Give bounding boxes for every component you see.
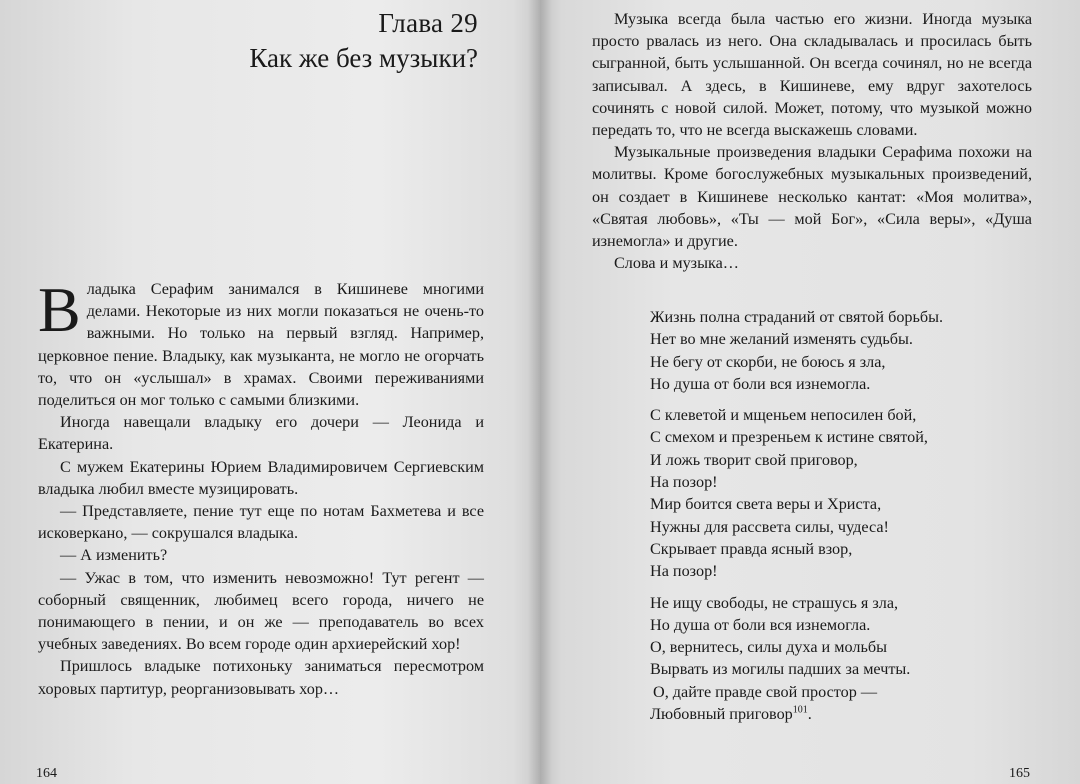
poem-line: С смехом и презреньем к истине святой, [650, 428, 928, 447]
poem-line: Но душа от боли вся изнемогла. [650, 374, 871, 393]
poem-line: И ложь творит свой приговор, [650, 450, 858, 469]
poem [650, 306, 1030, 734]
poem-line: Нужны для рассвета силы, чудеса! [650, 517, 889, 536]
page-number-left: 164 [36, 766, 57, 781]
paragraph: — Ужас в том, что изменить невозможно! Тут регент — соборный священник, любимец всего города, ничего не понимающего в пении, и он же — преподаватель во всех учебных заведениях. Во всем городе один архиерейский хор! [38, 568, 484, 654]
chapter-title: Как же без музыки? [249, 43, 478, 73]
poem-stanza [650, 404, 1030, 582]
poem-line: Но душа от боли вся изнемогла. [650, 615, 871, 634]
paragraph: Музыкальные произведения владыки Серафима похожи на молитвы. Кроме богослужебных музыкальных произведений, он создает в Кишиневе несколько кантат: «Моя молитва», «Святая любовь», «Ты — мой Бог», «Сила веры», «Душа изнемогла» и другие. [592, 143, 1032, 251]
poem-line-last [650, 703, 1030, 725]
right-page-body [592, 8, 1032, 274]
poem-stanza [650, 306, 1030, 395]
poem-line: Мир боится света веры и Христа, [650, 495, 882, 514]
poem-end-punct: . [807, 705, 812, 724]
poem-line: О, дайте правде свой простор — [653, 682, 878, 701]
poem-line: Жизнь полна страданий от святой борьбы. [650, 308, 944, 326]
first-paragraph [38, 274, 484, 411]
poem-stanza [650, 592, 1030, 726]
page-number-right: 165 [1009, 766, 1030, 781]
poem-line: На позор! [650, 473, 718, 492]
poem-line: Не ищу свободы, не страшусь я зла, [650, 593, 899, 612]
paragraph: С мужем Екатерины Юрием Владимировичем Сергиевским владыка любил вместе музицировать. [38, 457, 484, 498]
footnote-ref: 101 [792, 704, 808, 716]
poem-line: С клеветой и мщеньем непосилен бой, [650, 406, 917, 425]
chapter-number: Глава 29 [378, 8, 478, 38]
poem-line: Нет во мне желаний изменять судьбы. [650, 330, 913, 349]
drop-cap: В [38, 274, 81, 345]
right-page [540, 0, 1080, 784]
paragraph: Иногда навещали владыку его дочери — Леонида и Екатерина. [38, 413, 484, 454]
poem-line: О, вернитесь, силы духа и мольбы [650, 638, 887, 657]
paragraph: — Представляете, пение тут еще по нотам Бахметева и все исковеркано, — сокрушался владыка. [38, 502, 484, 543]
poem-line: На позор! [650, 562, 718, 581]
paragraph: Слова и музыка… [614, 254, 739, 273]
poem-line: Вырвать из могилы падших за мечты. [650, 660, 911, 679]
paragraph: Музыка всегда была частью его жизни. Иногда музыка просто рвалась из него. Она складывалась и просилась быть сыгранной, быть услышанной. Он всегда сочинял, но не всегда записывал. А здесь, в Кишиневе, ему вдруг захотелось сочинять с новой силой. Может, потому, что музыкой можно передать то, что не всегда выскажешь словами. [592, 10, 1032, 140]
poem-line: Скрывает правда ясный взор, [650, 539, 853, 558]
left-page-body [38, 274, 484, 700]
first-paragraph-text: ладыка Серафим занимался в Кишиневе многими делами. Некоторые из них могли показаться не очень-то важными. Но только на первый взгляд. Например, церковное пение. Владыку, как музыканта, не могло не огорчать то, что он «услышал» в храмах. Своими переживаниями поделиться он мог только с самыми близкими. [38, 280, 484, 410]
paragraph: — А изменить? [60, 546, 168, 565]
poem-line: Не бегу от скорби, не боюсь я зла, [650, 352, 886, 371]
poem-line-text: Любовный приговор [650, 705, 793, 724]
paragraph: Пришлось владыке потихоньку заниматься пересмотром хоровых партитур, реорганизовывать хор… [38, 657, 484, 698]
chapter-heading [249, 6, 478, 76]
